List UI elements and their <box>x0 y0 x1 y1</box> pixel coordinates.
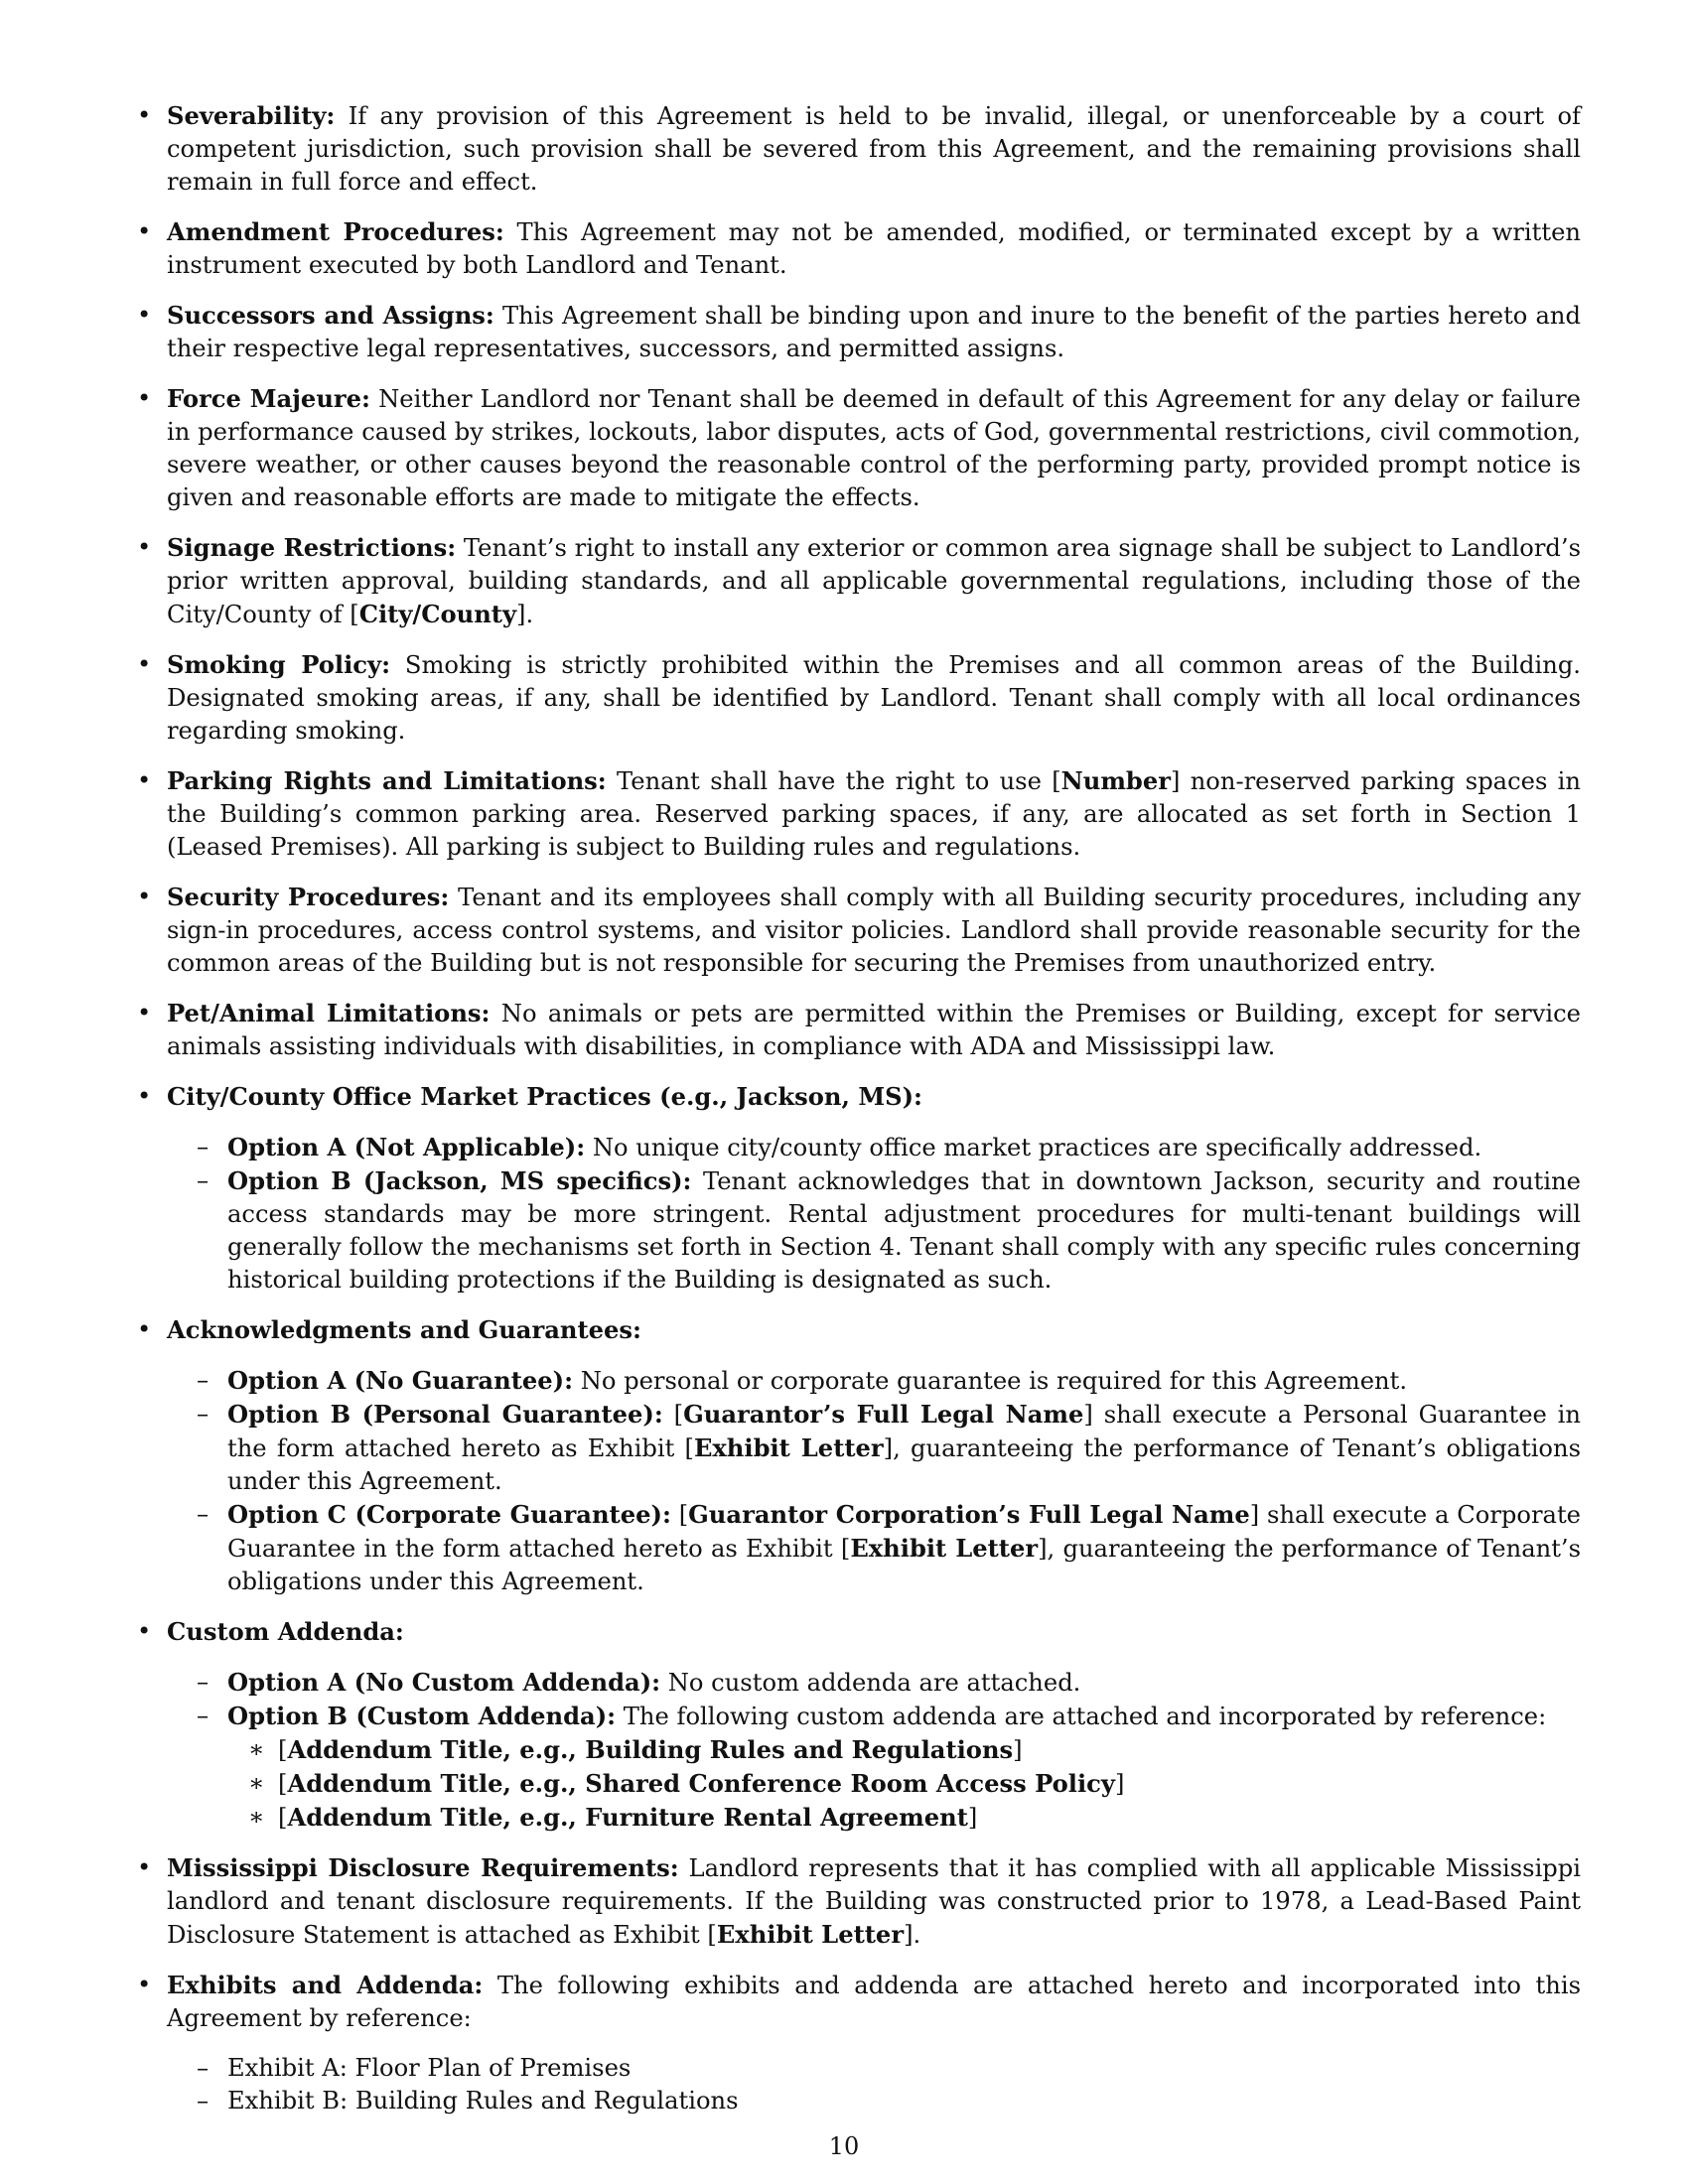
option-text: No custom addenda are attached. <box>660 1669 1081 1697</box>
clause-title: Pet/Animal Limitations: <box>167 999 491 1027</box>
option-item <box>227 1398 1581 1498</box>
clause-title: Mississippi Disclosure Requirements: <box>167 1853 679 1882</box>
option-title: Option B (Custom Addenda): <box>227 1702 617 1730</box>
clause-text: ] non-reserved parking spaces in the Building’s common parking area. Reserved parking spaces, if any, are allocated as set forth in Section 1 (Leased Premises). All parking is subject to Building rules and regulations. <box>167 767 1581 861</box>
clause-title: Signage Restrictions: <box>167 533 457 562</box>
placeholder-field: Addendum Title, e.g., Shared Conference Room Access Policy <box>287 1769 1115 1798</box>
placeholder-field: Addendum Title, e.g., Furniture Rental Agreement <box>287 1803 968 1832</box>
option-item <box>227 1164 1581 1297</box>
option-text: [ <box>662 1401 684 1429</box>
addenda-list <box>227 1733 1581 1835</box>
clause-title: City/County Office Market Practices (e.g., Jackson, MS): <box>167 1082 922 1111</box>
option-title: Option A (Not Applicable): <box>227 1133 586 1161</box>
option-text: ], guaranteeing the performance of Tenant’s obligations under this Agreement. <box>227 1535 1582 1595</box>
list-item <box>167 881 1581 980</box>
placeholder-field: Exhibit Letter <box>693 1433 884 1462</box>
clause-text: Tenant and its employees shall comply with all Building security procedures, including any sign-in procedures, access control systems, and visitor policies. Landlord shall provide reasonable security for the common areas of the Building but is not responsible for securing the Premises from unauthorized entry. <box>167 884 1581 977</box>
clause-text: This Agreement may not be amended, modified, or terminated except by a written instrument executed by both Landlord and Tenant. <box>167 218 1581 279</box>
clause-title: Acknowledgments and Guarantees: <box>167 1315 641 1344</box>
clause-text: ]. <box>516 601 534 628</box>
option-text: ] shall execute a Corporate Guarantee in the form attached hereto as Exhibit [ <box>227 1501 1581 1563</box>
option-item <box>227 1498 1581 1598</box>
option-title: Option A (No Custom Addenda): <box>227 1668 661 1697</box>
placeholder-field: Number <box>1060 766 1171 795</box>
option-title: Option B (Jackson, MS specifics): <box>227 1166 692 1195</box>
placeholder-field: Exhibit Letter <box>850 1534 1039 1563</box>
exhibits-list <box>167 2052 1581 2117</box>
clause-title: Smoking Policy: <box>167 650 391 679</box>
placeholder-field: Guarantor’s Full Legal Name <box>683 1400 1084 1429</box>
page-number: 10 <box>828 2132 860 2160</box>
list-item <box>167 531 1581 631</box>
options-list <box>167 1666 1581 1835</box>
clause-title: Successors and Assigns: <box>167 301 494 330</box>
clause-text: Landlord represents that it has complied with all applicable Mississippi landlord and tenant disclosure requirements. If the Building was constructed prior to 1978, a Lead-Based Paint Disclosure Statement is attached as Exhibit [ <box>167 1854 1582 1949</box>
placeholder-field: City/County <box>358 600 517 628</box>
list-item <box>167 997 1581 1063</box>
option-text: The following custom addenda are attached and incorporated by reference: <box>616 1703 1547 1730</box>
clause-text: The following exhibits and addenda are attached hereto and incorporated into this Agreement by reference: <box>167 1972 1581 2032</box>
list-item <box>167 1313 1581 1598</box>
options-list <box>167 1131 1581 1297</box>
clause-text: ]. <box>904 1921 921 1949</box>
list-item <box>167 215 1581 282</box>
option-text: [ <box>670 1501 689 1529</box>
option-text: No personal or corporate guarantee is required for this Agreement. <box>573 1367 1408 1395</box>
list-item <box>167 764 1581 864</box>
clause-text: This Agreement shall be binding upon and inure to the benefit of the parties hereto and their respective legal representatives, successors, and permitted assigns. <box>167 302 1581 362</box>
list-item <box>167 99 1581 199</box>
option-title: Option C (Corporate Guarantee): <box>227 1500 671 1529</box>
placeholder-field: Guarantor Corporation’s Full Legal Name <box>688 1500 1250 1529</box>
options-list <box>167 1364 1581 1598</box>
clause-text: Tenant shall have the right to use [ <box>606 767 1061 795</box>
clause-title: Severability: <box>167 101 336 130</box>
option-text: ], guaranteeing the performance of Tenant’s obligations under this Agreement. <box>227 1434 1581 1495</box>
addendum-item: ∗ [Addendum Title, e.g., Shared Conference Room Access Policy] <box>278 1767 1581 1801</box>
clause-title: Security Procedures: <box>167 883 450 911</box>
exhibit-item: – Exhibit B: Building Rules and Regulations <box>227 2085 1581 2117</box>
clause-text: Neither Landlord nor Tenant shall be deemed in default of this Agreement for any delay or failure in performance caused by strikes, lockouts, labor disputes, acts of God, governmental restrictions, civil commotion, severe weather, or other causes beyond the reasonable control of the performing party, provided prompt notice is given and reasonable efforts are made to mitigate the effects. <box>167 385 1581 511</box>
addendum-item: ∗ [Addendum Title, e.g., Furniture Rental Agreement] <box>278 1801 1581 1835</box>
option-item <box>227 1666 1581 1700</box>
list-item <box>167 648 1581 748</box>
list-item <box>167 1969 1581 2117</box>
option-title: Option B (Personal Guarantee): <box>227 1400 663 1429</box>
clause-title: Exhibits and Addenda: <box>167 1971 484 1999</box>
list-item <box>167 1851 1581 1952</box>
option-title: Option A (No Guarantee): <box>227 1366 574 1395</box>
exhibit-item: – Exhibit A: Floor Plan of Premises <box>227 2052 1581 2085</box>
clause-text: Smoking is strictly prohibited within the Premises and all common areas of the Building. Designated smoking areas, if any, shall be identified by Landlord. Tenant shall comply with all local ordinances regarding smoking. <box>167 651 1581 745</box>
option-item <box>227 1364 1581 1398</box>
list-item <box>167 1615 1581 1835</box>
option-text: Tenant acknowledges that in downtown Jackson, security and routine access standards may be more stringent. Rental adjustment procedures for multi-tenant buildings will generally follow the mechanisms set forth in Section 4. Tenant shall comply with any specific rules concerning historical building protections if the Building is designated as such. <box>227 1167 1581 1294</box>
clause-text: Tenant’s right to install any exterior or common area signage shall be subject to Landlord’s prior written approval, building standards, and all applicable governmental regulations, including those of the City/County of [ <box>167 534 1581 628</box>
option-item <box>227 1700 1581 1835</box>
document-page <box>167 99 1581 2134</box>
placeholder-field: Addendum Title, e.g., Building Rules and Regulations <box>287 1735 1014 1764</box>
list-item <box>167 1080 1581 1297</box>
clause-title: Custom Addenda: <box>167 1617 404 1646</box>
addendum-item: ∗ [Addendum Title, e.g., Building Rules and Regulations] <box>278 1733 1581 1767</box>
placeholder-field: Exhibit Letter <box>716 1920 905 1949</box>
clause-title: Amendment Procedures: <box>167 217 504 246</box>
clause-text: If any provision of this Agreement is held to be invalid, illegal, or unenforceable by a court of competent jurisdiction, such provision shall be severed from this Agreement, and the remaining provisions shall remain in full force and effect. <box>167 102 1581 196</box>
clause-title: Parking Rights and Limitations: <box>167 766 607 795</box>
list-item <box>167 382 1581 514</box>
option-text: ] shall execute a Personal Guarantee in the form attached hereto as Exhibit [ <box>227 1401 1581 1462</box>
clause-title: Force Majeure: <box>167 384 370 413</box>
option-item <box>227 1131 1581 1164</box>
provisions-list <box>167 99 1581 2117</box>
clause-text: No animals or pets are permitted within the Premises or Building, except for service animals assisting individuals with disabilities, in compliance with ADA and Mississippi law. <box>167 1000 1581 1060</box>
list-item <box>167 299 1581 365</box>
option-text: No unique city/county office market practices are specifically addressed. <box>585 1134 1482 1161</box>
